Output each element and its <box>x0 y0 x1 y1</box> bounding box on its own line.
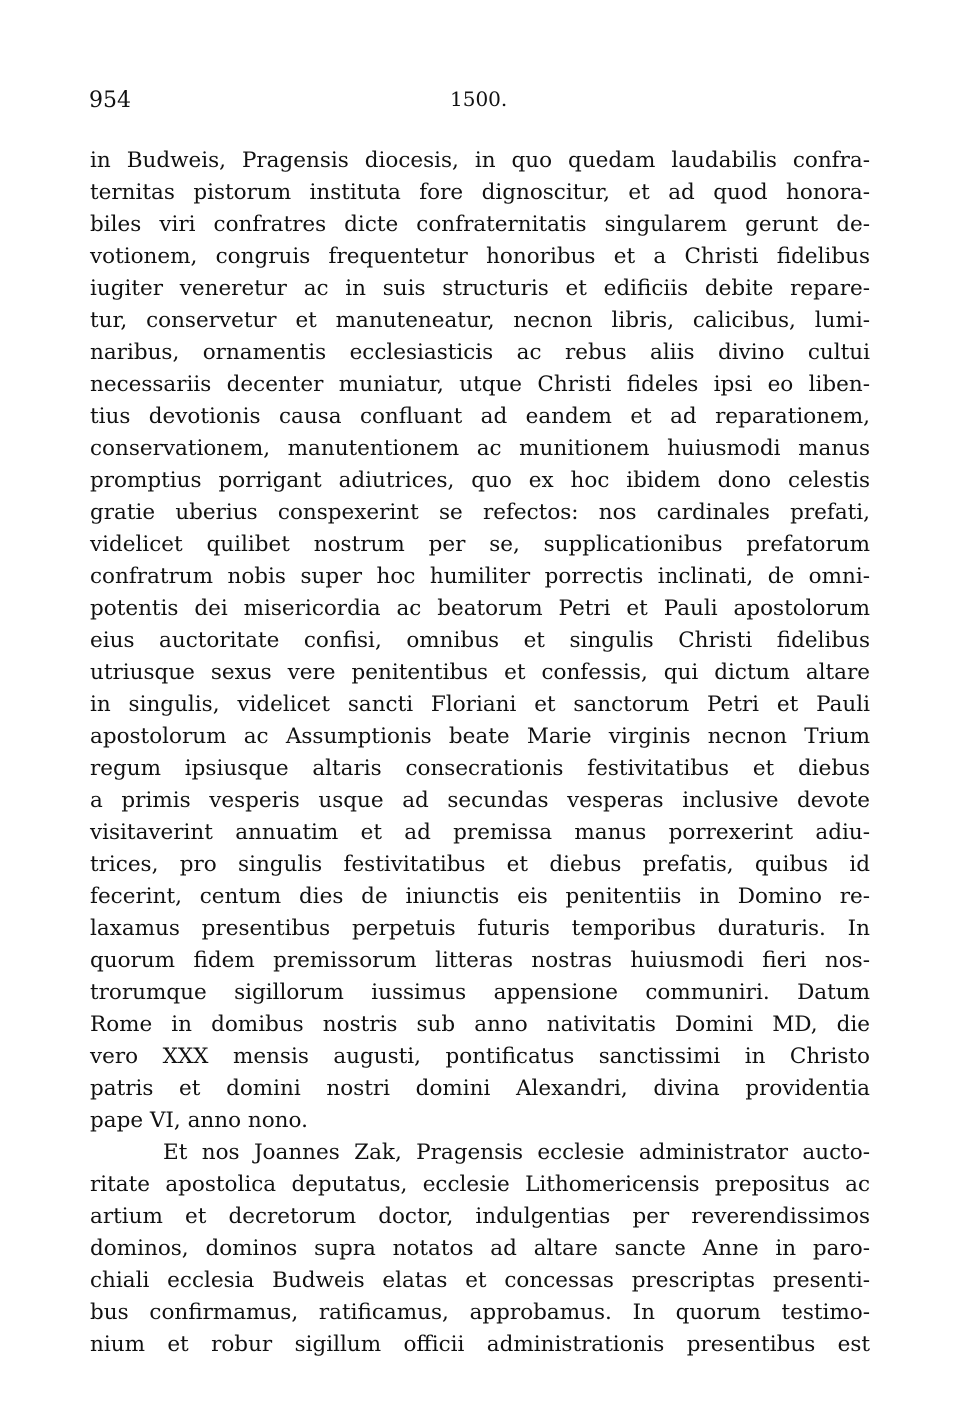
text-line: apostolorum ac Assumptionis beate Marie virginis necnon Trium <box>90 724 870 749</box>
running-head-year: 1500. <box>450 87 508 111</box>
page-number: 954 <box>89 88 131 113</box>
text-line: quorum fidem premissorum litteras nostras huiusmodi fieri nos- <box>90 948 870 973</box>
text-line: in singulis, videlicet sancti Floriani et sanctorum Petri et Pauli <box>90 692 870 717</box>
text-line: fecerint, centum dies de iniunctis eis penitentiis in Domino re- <box>90 884 870 909</box>
text-line: artium et decretorum doctor, indulgentias per reverendissimos <box>90 1204 870 1229</box>
text-line: gratie uberius conspexerint se refectos: nos cardinales prefati, <box>90 500 870 525</box>
text-line: eius auctoritate confisi, omnibus et singulis Christi fidelibus <box>90 628 870 653</box>
text-line: ternitas pistorum instituta fore dignoscitur, et ad quod honora- <box>90 180 870 205</box>
text-line: iugiter veneretur ac in suis structuris et edificiis debite repare- <box>90 276 870 301</box>
text-line: promptius porrigant adiutrices, quo ex hoc ibidem dono celestis <box>90 468 870 493</box>
text-line: tur, conservetur et manuteneatur, necnon libris, calicibus, lumi- <box>90 308 870 333</box>
text-line: necessariis decenter muniatur, utque Christi fideles ipsi eo liben- <box>90 372 870 397</box>
text-line: Et nos Joannes Zak, Pragensis ecclesie administrator aucto- <box>163 1140 870 1165</box>
text-line: trorumque sigillorum iussimus appensione communiri. Datum <box>90 980 870 1005</box>
text-line: utriusque sexus vere penitentibus et confessis, qui dictum altare <box>90 660 870 685</box>
text-line: votionem, congruis frequentetur honoribus et a Christi fidelibus <box>90 244 870 269</box>
text-line: dominos, dominos supra notatos ad altare sancte Anne in paro- <box>90 1236 870 1261</box>
text-line: conservationem, manutentionem ac munitionem huiusmodi manus <box>90 436 870 461</box>
text-line: tius devotionis causa confluant ad eandem et ad reparationem, <box>90 404 870 429</box>
text-line: nium et robur sigillum officii administrationis presentibus est <box>90 1332 870 1357</box>
text-line: ritate apostolica deputatus, ecclesie Lithomericensis prepositus ac <box>90 1172 870 1197</box>
text-line: Rome in domibus nostris sub anno nativitatis Domini MD, die <box>90 1012 870 1037</box>
text-line: regum ipsiusque altaris consecrationis festivitatibus et diebus <box>90 756 870 781</box>
text-line: vero XXX mensis augusti, pontificatus sanctissimi in Christo <box>90 1044 870 1069</box>
text-line: chiali ecclesia Budweis elatas et concessas prescriptas presenti- <box>90 1268 870 1293</box>
text-line: bus confirmamus, ratificamus, approbamus. In quorum testimo- <box>90 1300 870 1325</box>
text-line: naribus, ornamentis ecclesiasticis ac rebus aliis divino cultui <box>90 340 870 365</box>
text-line: a primis vesperis usque ad secundas vesperas inclusive devote <box>90 788 870 813</box>
body-text <box>90 145 870 1361</box>
text-line: visitaverint annuatim et ad premissa manus porrexerint adiu- <box>90 820 870 845</box>
text-line: confratrum nobis super hoc humiliter porrectis inclinati, de omni- <box>90 564 870 589</box>
text-line: patris et domini nostri domini Alexandri, divina providentia <box>90 1076 870 1101</box>
text-line: potentis dei misericordia ac beatorum Petri et Pauli apostolorum <box>90 596 870 621</box>
text-line: trices, pro singulis festivitatibus et diebus prefatis, quibus id <box>90 852 870 877</box>
text-line: biles viri confratres dicte confraternitatis singularem gerunt de- <box>90 212 870 237</box>
text-line: laxamus presentibus perpetuis futuris temporibus duraturis. In <box>90 916 870 941</box>
text-line: videlicet quilibet nostrum per se, supplicationibus prefatorum <box>90 532 870 557</box>
text-line: pape VI, anno nono. <box>90 1108 308 1133</box>
text-line: in Budweis, Pragensis diocesis, in quo quedam laudabilis confra- <box>90 148 870 173</box>
